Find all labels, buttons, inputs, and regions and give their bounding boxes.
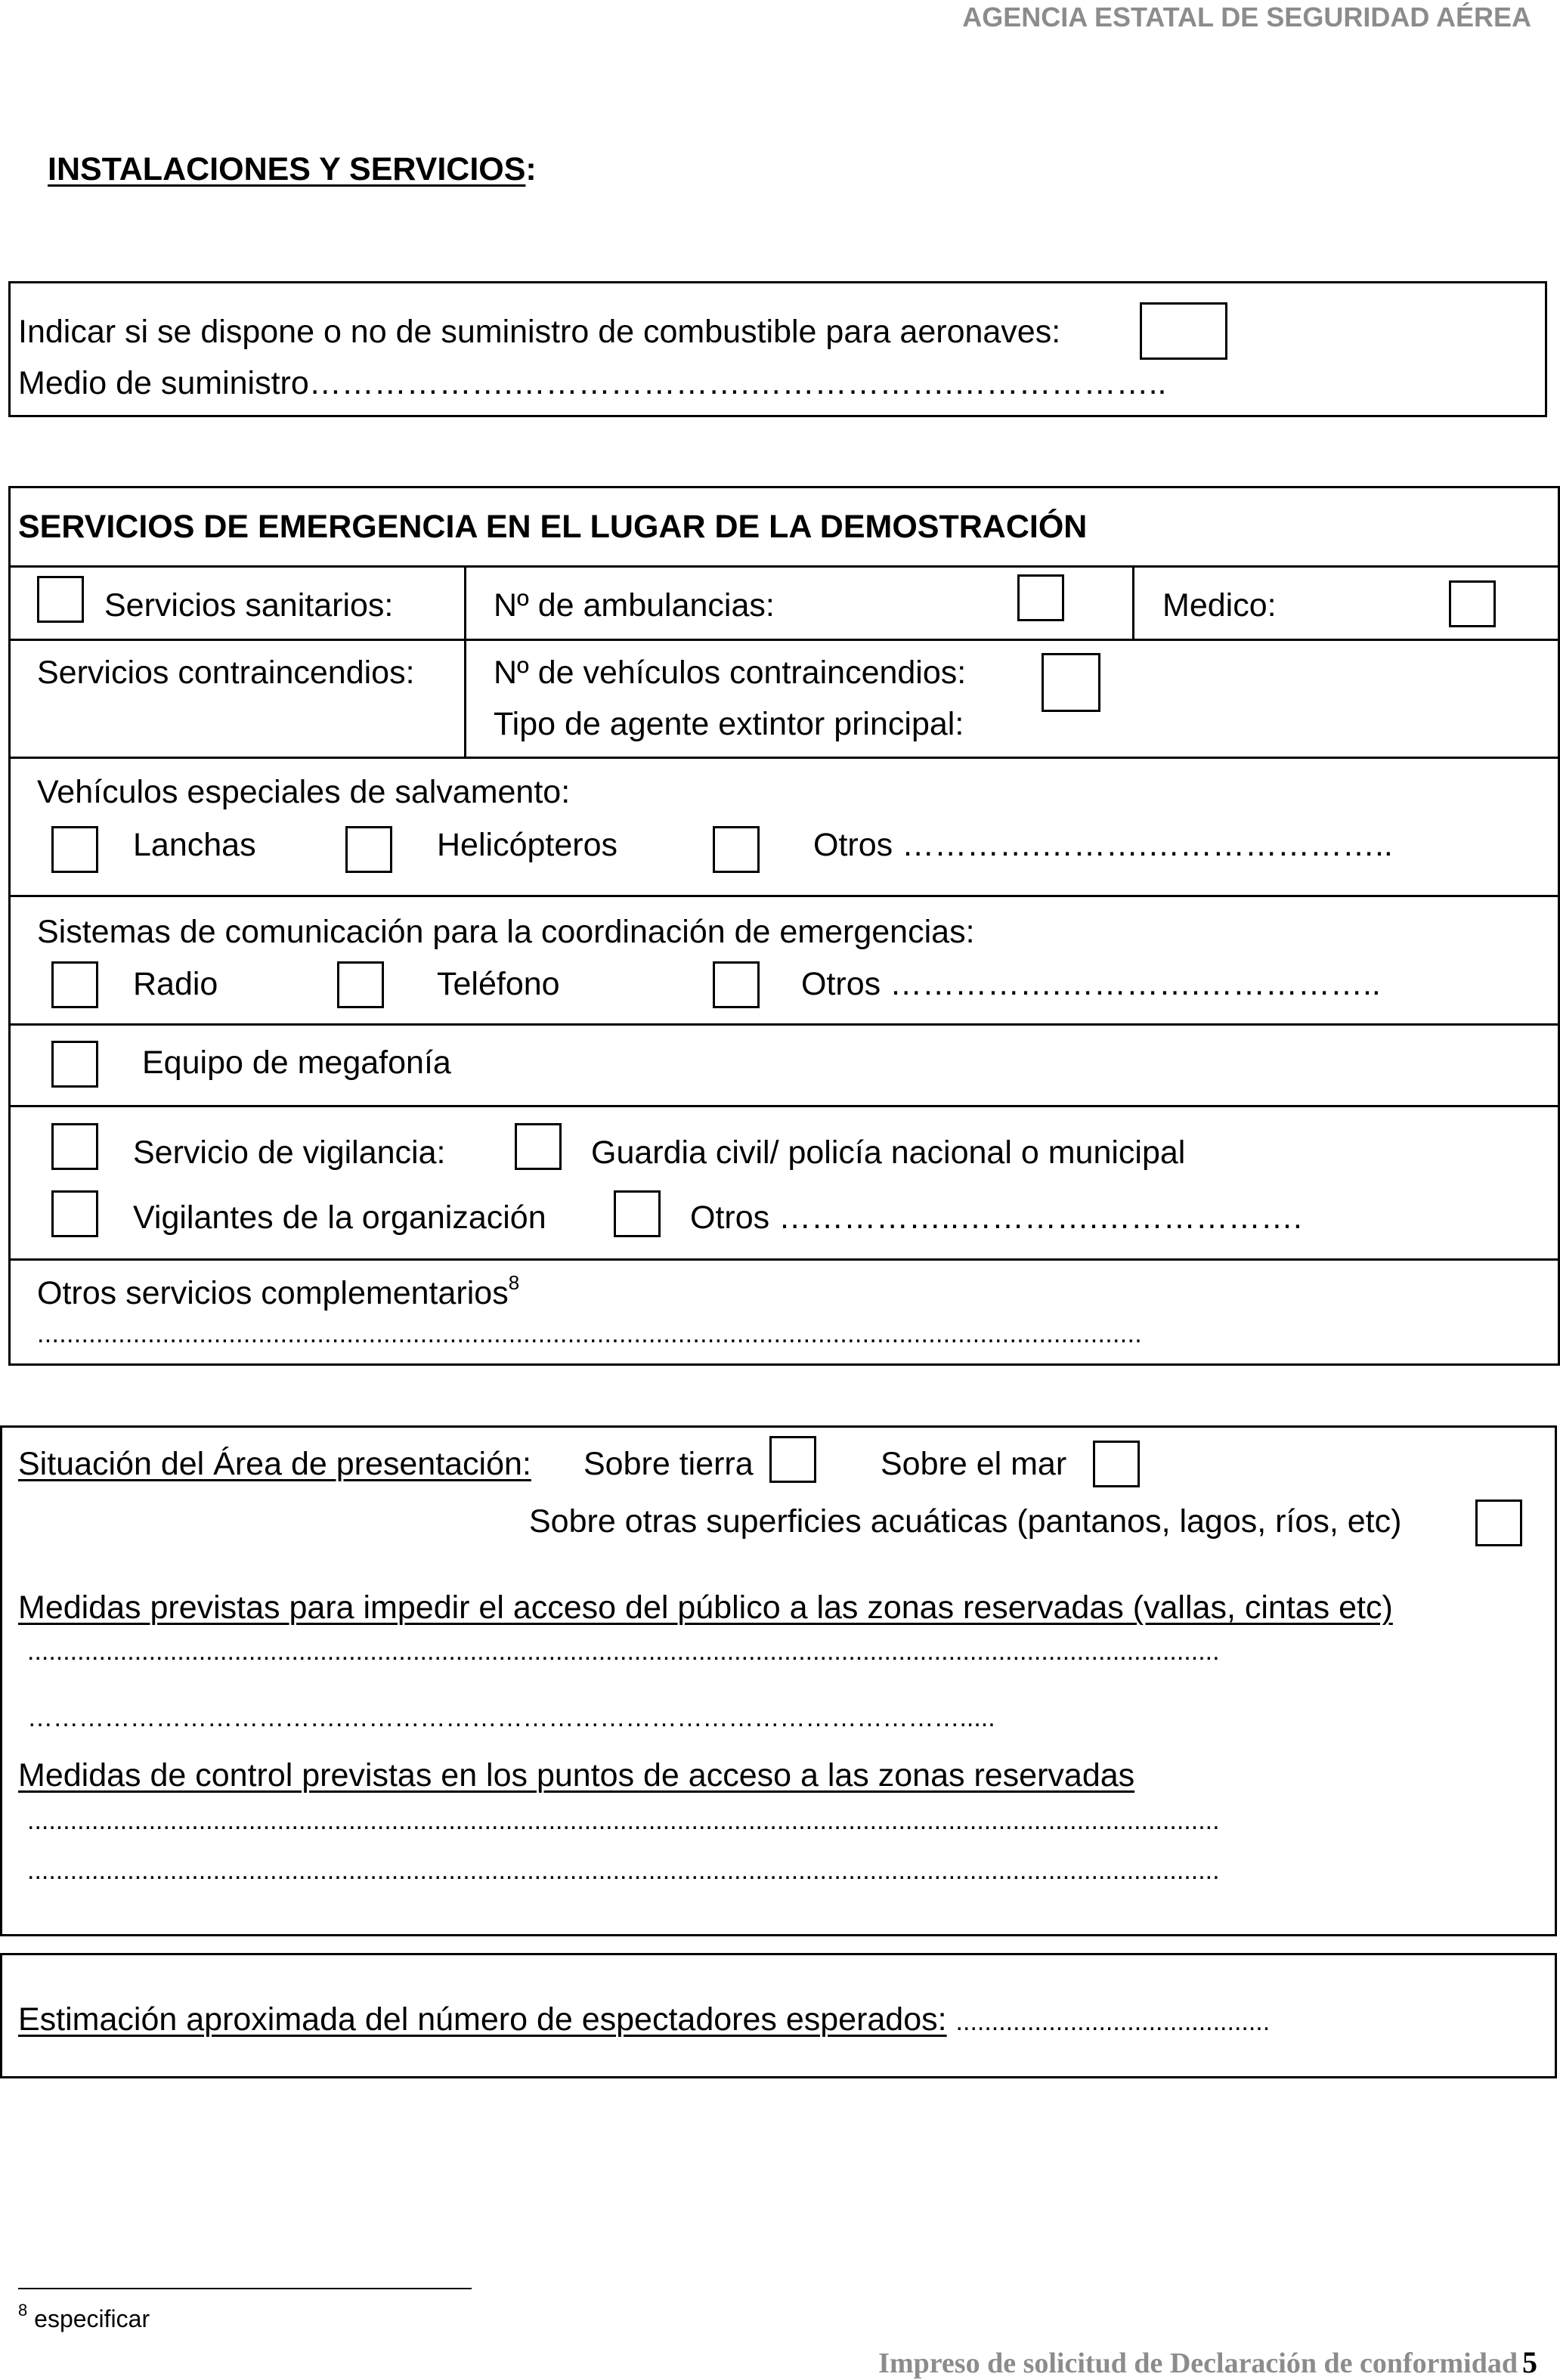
complementary-label [37, 1271, 520, 1311]
doctor-label: Medico: [1162, 587, 1277, 624]
row-divider [8, 1105, 1560, 1107]
boats-checkbox[interactable] [51, 826, 98, 873]
footnote-text: especificar [34, 2305, 150, 2332]
megaphone-checkbox[interactable] [51, 1041, 98, 1088]
spectators-row [18, 2001, 1271, 2038]
emergency-title: SERVICIOS DE EMERGENCIA EN EL LUGAR DE LA DEMOSTRACIÓN [18, 509, 1088, 545]
sanitary-label: Servicios sanitarios: [104, 587, 394, 624]
guards-checkbox[interactable] [51, 1190, 98, 1237]
agency-header: AGENCIA ESTATAL DE SEGURIDAD AÉREA [962, 2, 1531, 32]
extinguisher-label: Tipo de agente extintor principal: [494, 706, 964, 742]
page-number: 5 [1522, 2345, 1537, 2379]
megaphone-label: Equipo de megafonía [142, 1045, 451, 1081]
fuel-question: Indicar si se dispone o no de suministro de combustible para aeronaves: [18, 314, 1061, 350]
surveillance-others-label: Otros ……………..………….………………. [690, 1199, 1302, 1236]
water-label: Sobre otras superficies acuáticas (pantanos, lagos, ríos, etc) [529, 1503, 1402, 1540]
rescue-title: Vehículos especiales de salvamento: [37, 774, 571, 810]
rescue-others-label: Otros ………….……….………………….. [813, 827, 1393, 863]
section-title-colon: : [525, 151, 537, 187]
phone-label: Teléfono [437, 966, 560, 1002]
footnote [18, 2301, 150, 2333]
footnote-rule [18, 2288, 472, 2289]
access-dots-2: ……………………………….………………………………………………………………..... [27, 1704, 995, 1732]
helicopters-checkbox[interactable] [345, 826, 392, 873]
footer [878, 2344, 1537, 2380]
guards-label: Vigilantes de la organización [133, 1199, 546, 1236]
section-title-text: INSTALACIONES Y SERVICIOS [48, 151, 526, 187]
row-divider [8, 1023, 1560, 1026]
row-divider [8, 565, 1560, 568]
access-measures-label: Medidas previstas para impedir el acceso del público a las zonas reservadas (vallas, cintas etc) [18, 1589, 1393, 1626]
complementary-dots: ...................................................................................................................................................... [37, 1320, 1142, 1348]
row-divider [8, 895, 1560, 897]
spectators-dots: ............................................ [955, 2007, 1271, 2036]
fire-vehicles-checkbox[interactable] [1042, 653, 1100, 712]
spectators-label: Estimación aproximada del número de espectadores esperados: [18, 2001, 947, 2038]
fire-label: Servicios contraincendios: [37, 655, 415, 691]
control-dots-1: ....................................................................................................................................................................... [27, 1806, 1220, 1835]
surveillance-others-checkbox[interactable] [614, 1190, 661, 1237]
radio-label: Radio [133, 966, 218, 1002]
comms-others-label: Otros …………….………….…………….. [801, 966, 1381, 1002]
column-divider [464, 565, 466, 757]
fire-vehicles-label: Nº de vehículos contraincendios: [494, 655, 967, 691]
ambulances-label: Nº de ambulancias: [494, 587, 775, 624]
radio-checkbox[interactable] [51, 961, 98, 1008]
control-dots-2: ....................................................................................................................................................................... [27, 1856, 1220, 1885]
land-checkbox[interactable] [769, 1436, 816, 1483]
column-divider [1132, 565, 1134, 639]
police-label: Guardia civil/ policía nacional o municipal [591, 1134, 1186, 1171]
doctor-checkbox[interactable] [1449, 580, 1496, 627]
row-divider [8, 639, 1560, 641]
footnote-number: 8 [18, 2301, 28, 2320]
comms-title: Sistemas de comunicación para la coordinación de emergencias: [37, 914, 975, 950]
land-label: Sobre tierra [583, 1446, 754, 1482]
boats-label: Lanchas [133, 827, 256, 863]
fuel-medium: Medio de suministro……………….………………….……………….……………….. [18, 365, 1167, 401]
footer-title: Impreso de solicitud de Declaración de conformidad [878, 2348, 1518, 2379]
helicopters-label: Helicópteros [437, 827, 618, 863]
footnote-ref: 8 [508, 1271, 520, 1294]
row-divider [8, 757, 1560, 759]
surveillance-checkbox[interactable] [51, 1123, 98, 1170]
water-checkbox[interactable] [1475, 1499, 1522, 1546]
sea-label: Sobre el mar [881, 1446, 1067, 1482]
fuel-checkbox[interactable] [1140, 302, 1227, 360]
ambulances-checkbox[interactable] [1017, 574, 1064, 621]
control-measures-label: Medidas de control previstas en los puntos de acceso a las zonas reservadas [18, 1757, 1135, 1794]
complementary-text: Otros servicios complementarios [37, 1275, 509, 1311]
comms-others-checkbox[interactable] [713, 961, 760, 1008]
rescue-others-checkbox[interactable] [713, 826, 760, 873]
surveillance-label: Servicio de vigilancia: [133, 1134, 446, 1171]
area-label: Situación del Área de presentación: [18, 1446, 531, 1482]
row-divider [8, 1258, 1560, 1261]
section-title [48, 153, 537, 186]
sanitary-checkbox[interactable] [37, 576, 84, 623]
access-dots-1: ....................................................................................................................................................................... [27, 1637, 1220, 1666]
sea-checkbox[interactable] [1093, 1441, 1140, 1487]
police-checkbox[interactable] [515, 1123, 562, 1170]
phone-checkbox[interactable] [337, 961, 384, 1008]
